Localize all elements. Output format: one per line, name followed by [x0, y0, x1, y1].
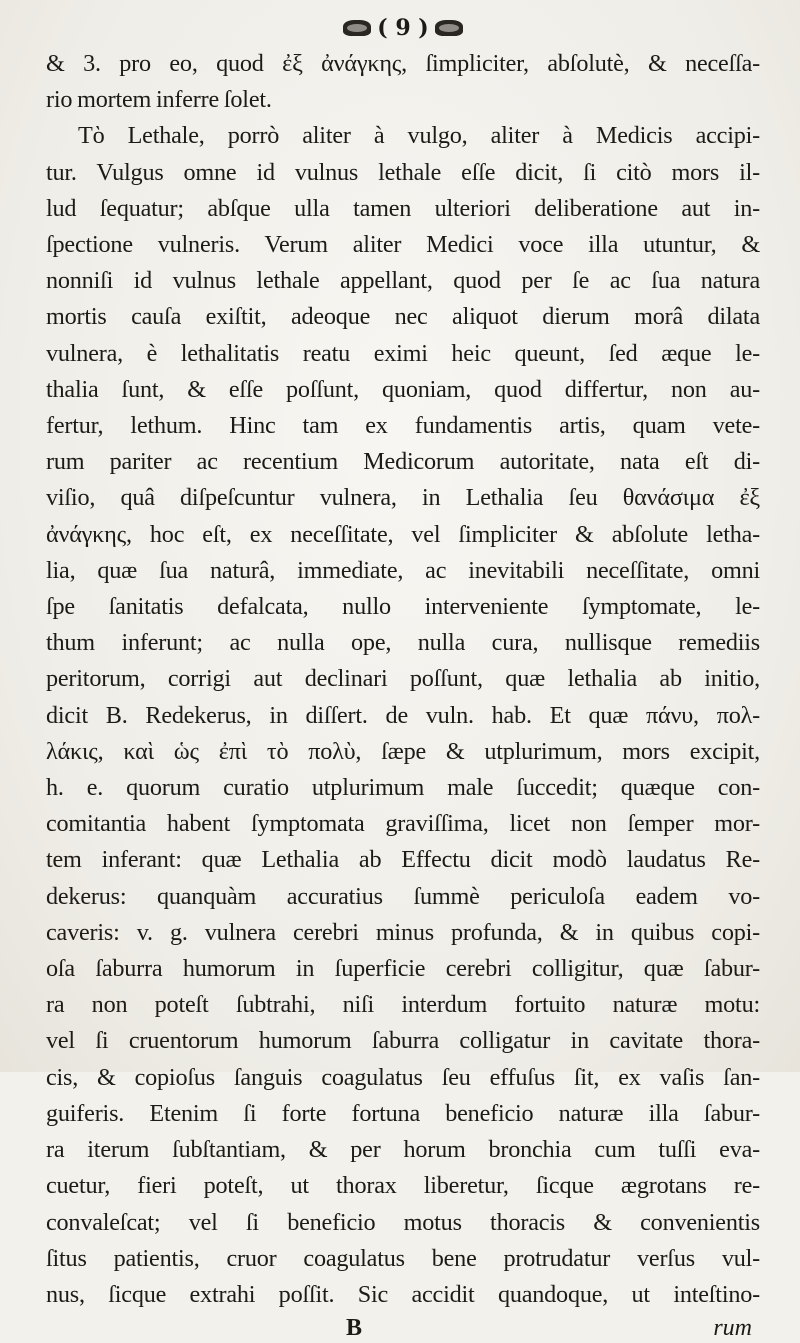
page-number: ( 9 )	[377, 15, 429, 41]
text-line: mortis cauſa exiſtit, adeoque nec aliquot dierum morâ dilata	[46, 303, 760, 331]
page-footer	[46, 1313, 760, 1343]
text-line: rio mortem inferre ſolet.	[46, 86, 272, 114]
text-line: ἀνάγκης, hoc eſt, ex neceſſitate, vel ſimpliciter & abſolute letha-	[46, 520, 760, 548]
ornament-left-icon	[343, 20, 371, 36]
page-header	[46, 10, 760, 46]
text-line: lia, quæ ſua naturâ, immediate, ac inevitabili neceſſitate, omni	[46, 556, 760, 584]
text-line: dekerus: quanquàm accuratius ſummè periculoſa eadem vo-	[46, 882, 760, 910]
text-line: cis, & copioſus ſanguis coagulatus ſeu effuſus ſit, ex vaſis ſan-	[46, 1063, 760, 1091]
text-line: lud ſequatur; abſque ulla tamen ulteriori deliberatione aut in-	[46, 194, 760, 222]
text-line: ra non poteſt ſubtrahi, niſi interdum fortuito naturæ motu:	[46, 991, 760, 1019]
ornament-right-icon	[435, 20, 463, 36]
signature-mark: B	[346, 1315, 363, 1342]
text-line: ra iterum ſubſtantiam, & per horum bronchia cum tuſſi eva-	[46, 1136, 760, 1164]
text-line: rum pariter ac recentium Medicorum autoritate, nata eſt di-	[46, 448, 760, 476]
text-line: dicit B. Redekerus, in diſſert. de vuln. hab. Et quæ πάνυ, πολ-	[46, 701, 760, 729]
text-line: comitantia habent ſymptomata graviſſima, licet non ſemper mor-	[46, 810, 760, 838]
text-line: ſpe ſanitatis defalcata, nullo interveniente ſymptomate, le-	[46, 593, 760, 621]
text-line: thum inferunt; ac nulla ope, nulla cura, nullisque remediis	[46, 629, 760, 657]
text-line: caveris: v. g. vulnera cerebri minus profunda, & in quibus copi-	[46, 918, 760, 946]
text-line: tur. Vulgus omne id vulnus lethale eſſe dicit, ſi citò mors il-	[46, 158, 760, 186]
text-line: thalia ſunt, & eſſe poſſunt, quoniam, quod differtur, non au-	[46, 375, 760, 403]
text-line: cuetur, fieri poteſt, ut thorax liberetur, ſicque ægrotans re-	[46, 1172, 760, 1200]
text-line: vel ſi cruentorum humorum ſaburra colligatur in cavitate thora-	[46, 1027, 760, 1055]
text-line: Τὸ Lethale, porrò aliter à vulgo, aliter à Medicis accipi-	[78, 122, 760, 150]
text-line: h. e. quorum curatio utplurimum male ſuccedit; quæque con-	[46, 774, 760, 802]
text-line: peritorum, corrigi aut declinari poſſunt, quæ lethalia ab initio,	[46, 665, 760, 693]
text-line: guiferis. Etenim ſi forte fortuna beneficio naturæ illa ſabur-	[46, 1099, 760, 1127]
text-line: nonniſi id vulnus lethale appellant, quod per ſe ac ſua natura	[46, 267, 760, 295]
text-line: & 3. pro eo, quod ἐξ ἀνάγκης, ſimpliciter, abſolutè, & neceſſa-	[46, 50, 760, 77]
text-line: convaleſcat; vel ſi beneficio motus thoracis & convenientis	[46, 1208, 760, 1236]
catchword: rum	[713, 1315, 752, 1342]
text-line: fertur, lethum. Hinc tam ex fundamentis artis, quam vete-	[46, 412, 760, 440]
text-line: viſio, quâ diſpeſcuntur vulnera, in Lethalia ſeu θανάσιμα ἐξ	[46, 484, 760, 512]
text-line: λάκις, καὶ ὡς ἐπὶ τὸ πολὺ, ſæpe & utplurimum, mors excipit,	[46, 737, 760, 765]
text-line: ſpectione vulneris. Verum aliter Medici voce illa utuntur, &	[46, 231, 760, 259]
text-line: ſitus patientis, cruor coagulatus bene protrudatur verſus vul-	[46, 1244, 760, 1272]
text-line: vulnera, è lethalitatis reatu eximi heic queunt, ſed æque le-	[46, 339, 760, 367]
text-line: oſa ſaburra humorum in ſuperficie cerebri colligitur, quæ ſabur-	[46, 955, 760, 983]
text-line: tem inferant: quæ Lethalia ab Effectu dicit modò laudatus Re-	[46, 846, 760, 874]
body-text	[46, 46, 760, 1313]
text-line: nus, ſicque extrahi poſſit. Sic accidit quandoque, ut inteſtino-	[46, 1280, 760, 1308]
